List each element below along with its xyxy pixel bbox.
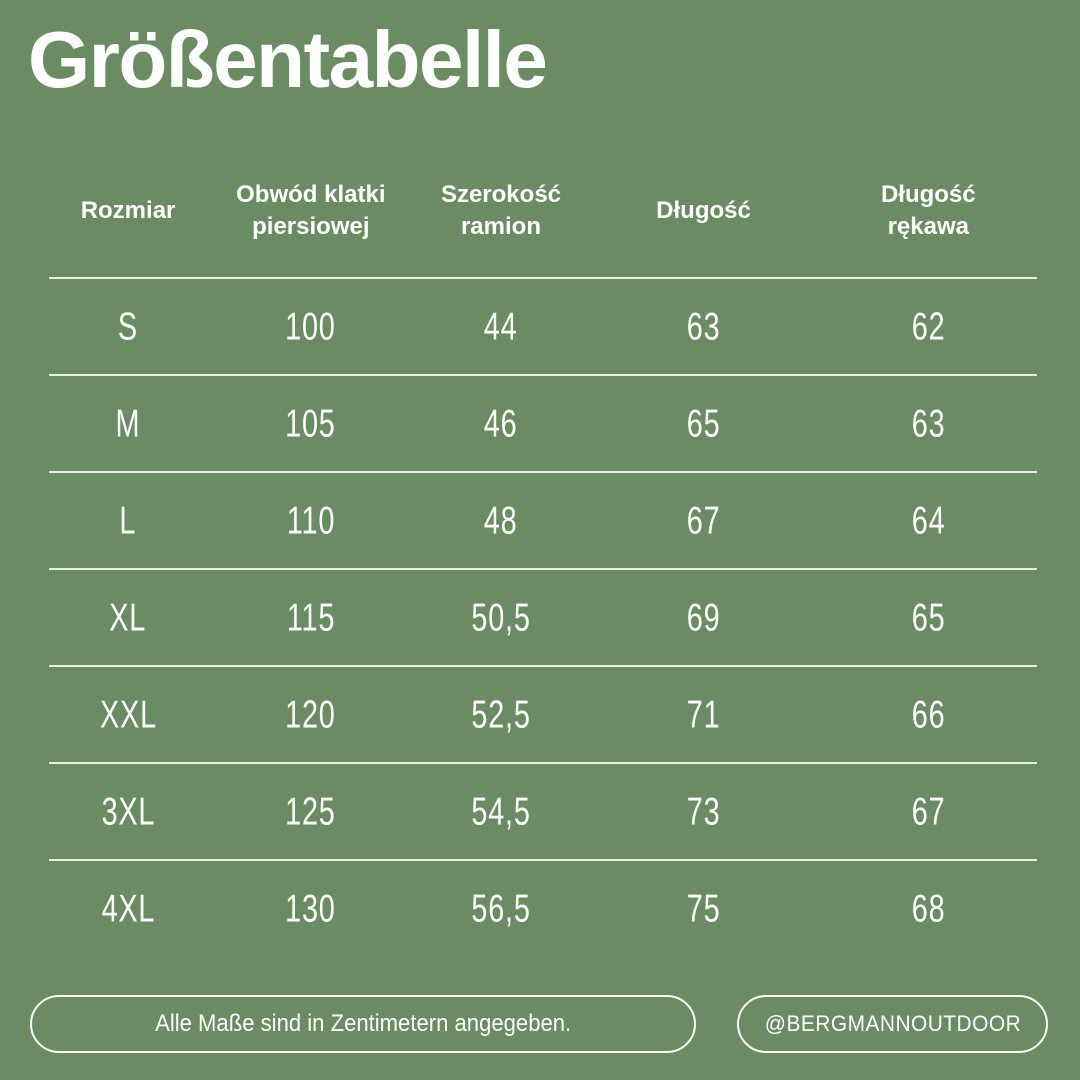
units-note-text: Alle Maße sind in Zentimetern angegeben.	[154, 1010, 572, 1037]
shoulder-cell: 52,5	[471, 692, 531, 736]
chest-cell: 100	[285, 304, 337, 348]
shoulder-cell: 56,5	[471, 886, 531, 930]
table-row	[49, 568, 1037, 665]
page-title: Größentabelle	[28, 15, 547, 104]
size-cell: XL	[109, 595, 147, 639]
table-row	[49, 471, 1037, 568]
chest-cell: 110	[286, 498, 335, 542]
shoulder-cell: 54,5	[471, 789, 531, 833]
column-header-size: Rozmiar	[80, 196, 176, 224]
sleeve-cell: 68	[911, 886, 946, 930]
sleeve-cell: 63	[911, 401, 946, 445]
social-handle-pill[interactable]	[737, 995, 1048, 1053]
chest-cell: 130	[285, 886, 337, 930]
size-cell: S	[118, 304, 139, 348]
shoulder-cell: 44	[484, 304, 518, 348]
sleeve-cell: 66	[911, 692, 946, 736]
table-row	[49, 374, 1037, 471]
chest-cell: 120	[285, 692, 337, 736]
chest-cell: 125	[285, 789, 337, 833]
length-cell: 73	[686, 789, 721, 833]
shoulder-cell: 46	[484, 401, 518, 445]
column-header-shoulder: Szerokość ramion	[440, 180, 562, 240]
table-row	[49, 762, 1037, 859]
column-header-length: Długość	[656, 196, 751, 224]
shoulder-cell: 50,5	[471, 595, 531, 639]
length-cell: 65	[686, 401, 721, 445]
size-cell: 3XL	[101, 789, 155, 833]
length-cell: 63	[686, 304, 721, 348]
table-row	[49, 665, 1037, 762]
size-cell: 4XL	[101, 886, 155, 930]
chest-cell: 115	[286, 595, 335, 639]
sleeve-cell: 65	[911, 595, 946, 639]
size-table	[49, 145, 1037, 956]
length-cell: 69	[686, 595, 721, 639]
shoulder-cell: 48	[484, 498, 518, 542]
size-cell: M	[115, 401, 141, 445]
length-cell: 75	[686, 886, 721, 930]
table-header-row	[49, 145, 1037, 277]
column-header-sleeve: Długość rękawa	[880, 180, 976, 240]
sleeve-cell: 67	[911, 789, 946, 833]
length-cell: 67	[686, 498, 721, 542]
social-handle-text: @BERGMANNOUTDOOR	[764, 1011, 1021, 1036]
size-cell: L	[119, 498, 137, 542]
column-header-chest: Obwód klatki piersiowej	[236, 180, 386, 240]
length-cell: 71	[686, 692, 721, 736]
table-row	[49, 859, 1037, 956]
units-note-pill	[30, 995, 696, 1053]
size-cell: XXL	[99, 692, 157, 736]
chest-cell: 105	[285, 401, 337, 445]
sleeve-cell: 62	[911, 304, 946, 348]
sleeve-cell: 64	[911, 498, 946, 542]
table-row	[49, 277, 1037, 374]
